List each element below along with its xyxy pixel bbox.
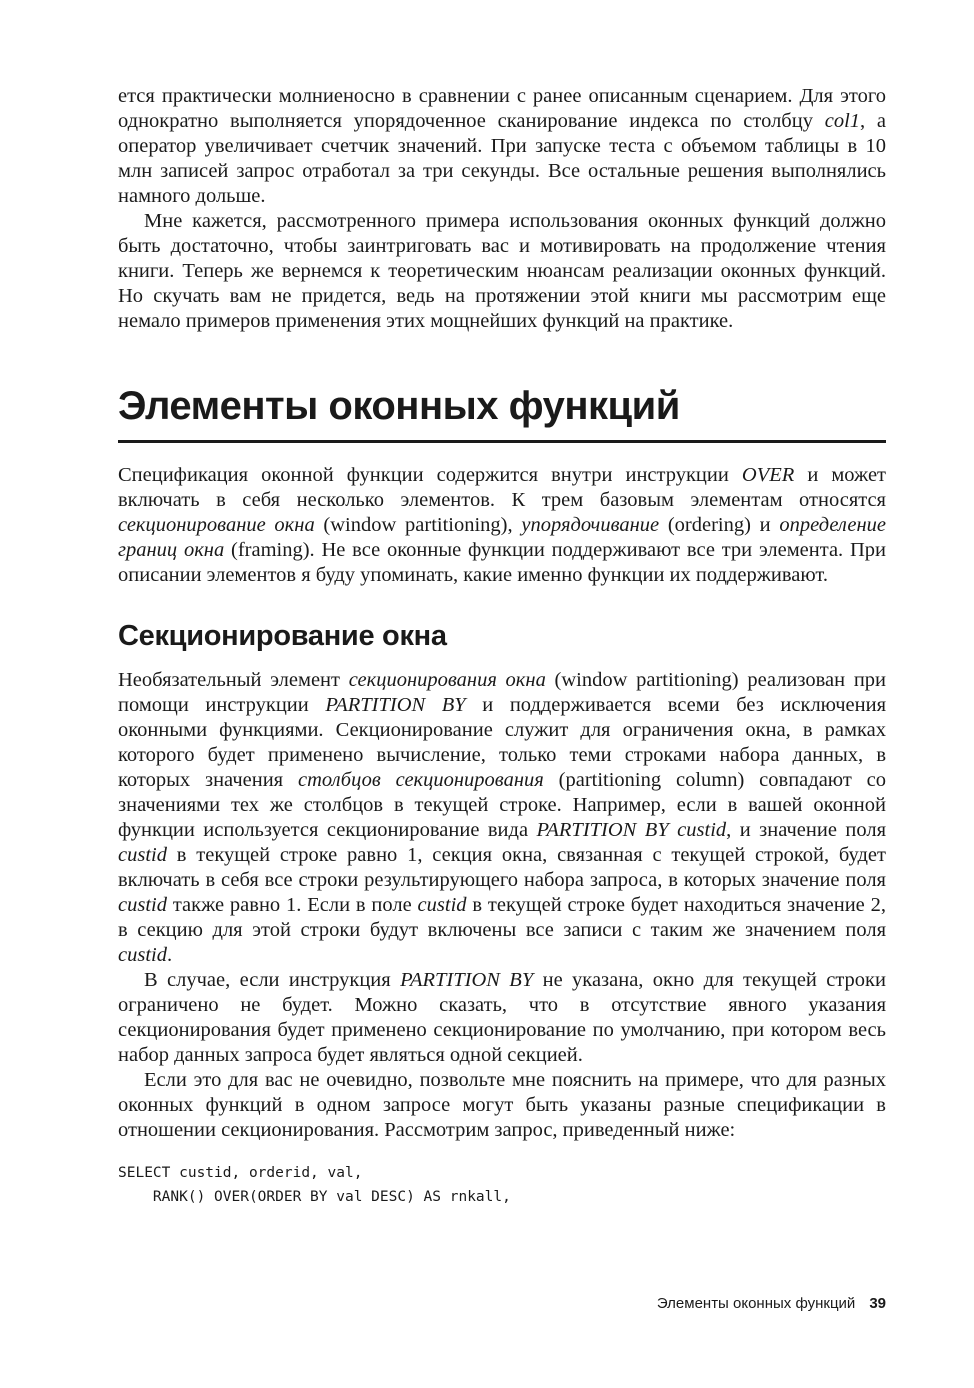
code-line-1: SELECT custid, orderid, val, (118, 1165, 363, 1181)
intro-paragraph-1: ется практически молниеносно в сравнении с ранее описанным сценарием. Для этого однократно выполняется упорядоченное сканирование индекса по столбцу col1, а оператор увеличивает счетчик значений. При запуске теста с объемом таблицы в 10 млн записей запрос отработал за три секунды. Все остальные решения выполнялись намного дольше. (118, 85, 886, 207)
code-line-2: RANK() OVER(ORDER BY val DESC) AS rnkall, (118, 1189, 511, 1205)
section-heading: Секционирование окна (118, 620, 447, 652)
running-title: Элементы оконных функций (656, 1295, 856, 1312)
page-footer (657, 1295, 886, 1312)
page-content (118, 84, 886, 1209)
code-listing (118, 1161, 886, 1209)
chapter-heading: Элементы оконных функций (118, 382, 886, 443)
section-paragraph-2: В случае, если инструкция PARTITION BY не указана, окно для текущей строки ограничено не будет. Можно сказать, что в отсутствие явного указания секционирования будет применено секционирование по умолчанию, при котором весь набор данных запроса будет являться одной секцией. (118, 969, 886, 1066)
page-number: 39 (869, 1295, 886, 1312)
intro-paragraph-2: Мне кажется, рассмотренного примера использования оконных функций должно быть достаточно, чтобы заинтриговать вас и мотивировать на продолжение чтения книги. Теперь же вернемся к теоретическим нюансам реализации оконных функций. Но скучать вам не придется, ведь на протяжении этой книги мы рассмотрим еще немало примеров применения этих мощнейших функций на практике. (118, 210, 886, 332)
section-paragraph-1: Необязательный элемент секционирования окна (window partitioning) реализован при помощи инструкции PARTITION BY и поддерживается всеми без исключения оконными функциями. Секционирование служит для ограничения окна, в рамках которого будет применено вычисление, только теми строками набора данных, в которых значения столбцов секционирования (partitioning column) совпадают со значениями тех же столбцов в текущей строке. Например, если в вашей оконной функции используется секционирование вида PARTITION BY custid, и значение поля custid в текущей строке равно 1, секция окна, связанная с текущей строкой, будет включать в себя все строки результирующего набора запроса, в которых значение поля custid также равно 1. Если в поле custid в текущей строке будет находиться значение 2, в секцию для этой строки будут включены все записи с таким же значением поля custid. (118, 669, 887, 966)
section-paragraph-3: Если это для вас не очевидно, позвольте мне пояснить на примере, что для разных оконных функций в одном запросе могут быть указаны разные спецификации в отношении секционирования. Рассмотрим запрос, приведенный ниже: (118, 1069, 886, 1141)
chapter-paragraph-1: Спецификация оконной функции содержится внутри инструкции OVER и может включать в себя несколько элементов. К трем базовым элементам относятся секционирование окна (window partitioning), упорядочивание (ordering) и определение границ окна (framing). Не все оконные функции поддерживают все три элемента. При описании элементов я буду упоминать, какие именно функции их поддерживают. (118, 464, 886, 586)
